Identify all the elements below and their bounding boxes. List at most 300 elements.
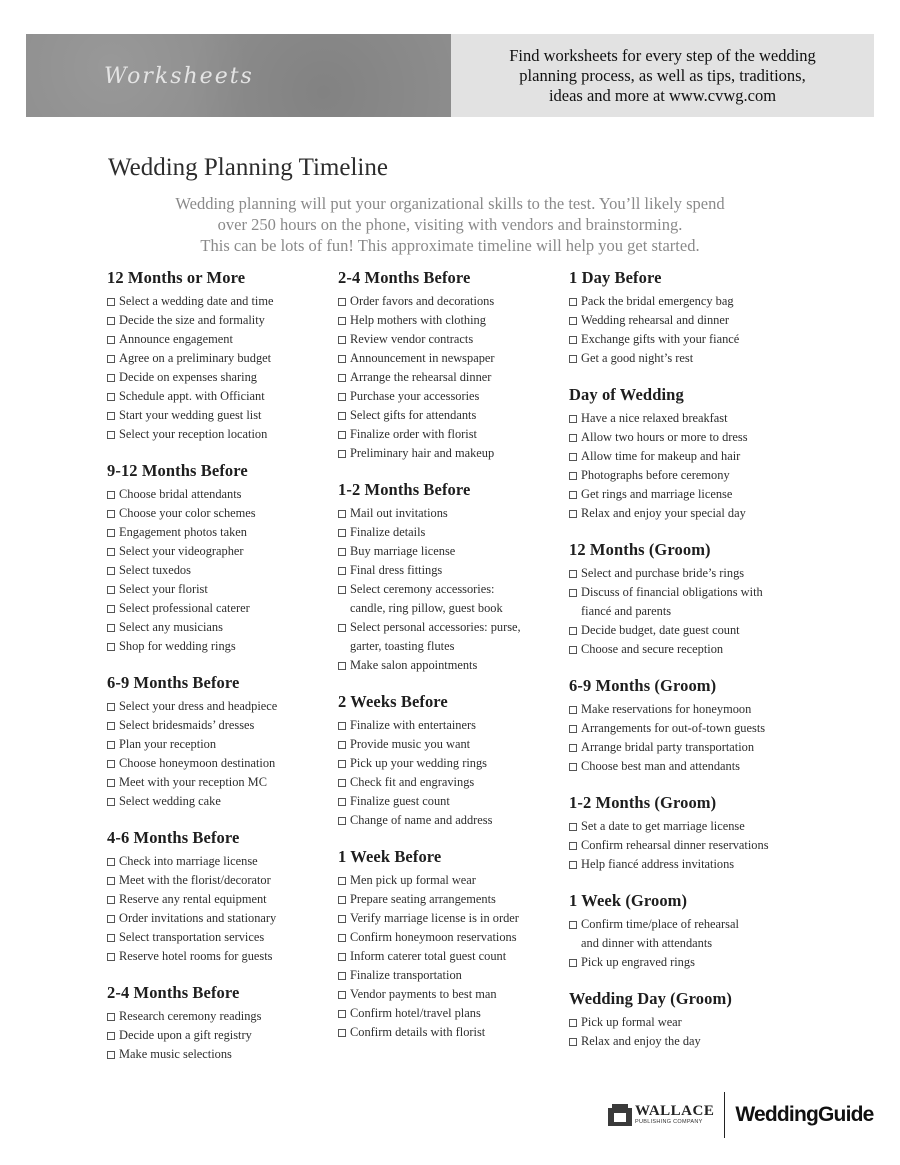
checklist-item <box>107 947 332 966</box>
checkbox-icon <box>338 662 346 670</box>
intro-line: This can be lots of fun! This approximate timeline will help you get started. <box>200 236 700 255</box>
banner-line: Find worksheets for every step of the wedding <box>509 45 816 65</box>
checklist-item <box>569 640 809 659</box>
checklist-item <box>107 504 332 523</box>
checkbox-icon <box>107 741 115 749</box>
checkbox-icon <box>107 722 115 730</box>
checklist-item-text: Set a date to get marriage license <box>581 819 745 833</box>
checklist-item <box>338 349 566 368</box>
checklist-item-text: Select personal accessories: purse, <box>350 620 521 634</box>
banner-texture-panel <box>26 34 451 117</box>
checklist-item <box>569 836 809 855</box>
timeline-section <box>338 692 566 830</box>
checklist-item-text: Research ceremony readings <box>119 1009 262 1023</box>
checklist-item <box>338 406 566 425</box>
checklist-item-text: Change of name and address <box>350 813 493 827</box>
timeline-section <box>338 847 566 1042</box>
timeline-column-3 <box>569 268 809 1068</box>
checklist-item-text: Make music selections <box>119 1047 232 1061</box>
checkbox-icon <box>338 953 346 961</box>
checklist-item-text: Confirm rehearsal dinner reservations <box>581 838 769 852</box>
checkbox-icon <box>569 453 577 461</box>
checklist-item-text: Finalize details <box>350 525 426 539</box>
checklist-item-text: Announcement in newspaper <box>350 351 495 365</box>
checklist-item-text: Final dress fittings <box>350 563 443 577</box>
checklist-item-text: Meet with the florist/decorator <box>119 873 271 887</box>
checkbox-icon <box>569 298 577 306</box>
checkbox-icon <box>107 374 115 382</box>
checklist-item-text: Choose best man and attendants <box>581 759 740 773</box>
checklist-item-text: Select any musicians <box>119 620 223 634</box>
checklist-item <box>107 330 332 349</box>
checkbox-icon <box>107 605 115 613</box>
checklist-item <box>338 542 566 561</box>
footer-logos <box>608 1092 874 1138</box>
checklist-item-text: Announce engagement <box>119 332 233 346</box>
checkbox-icon <box>107 779 115 787</box>
timeline-section <box>569 268 809 368</box>
checklist-item-text: Select wedding cake <box>119 794 221 808</box>
timeline-section <box>107 983 332 1064</box>
checkbox-icon <box>107 1032 115 1040</box>
brand-logo: WeddingGuide <box>735 1103 874 1126</box>
checklist-item <box>338 504 566 523</box>
wallace-logo <box>608 1104 714 1126</box>
checkbox-icon <box>107 896 115 904</box>
checklist-item-text: Select transportation services <box>119 930 265 944</box>
checkbox-icon <box>107 703 115 711</box>
checklist-item-text: Select bridesmaids’ dresses <box>119 718 255 732</box>
checkbox-icon <box>569 725 577 733</box>
checklist-item-text: Vendor payments to best man <box>350 987 497 1001</box>
checklist-item <box>338 947 566 966</box>
checklist-item <box>569 330 809 349</box>
timeline-section <box>569 793 809 874</box>
timeline-section <box>569 540 809 659</box>
checklist-item <box>107 580 332 599</box>
checkbox-icon <box>107 355 115 363</box>
checklist-item <box>569 855 809 874</box>
banner-line: planning process, as well as tips, traditions, <box>519 65 806 85</box>
checkbox-icon <box>338 896 346 904</box>
checklist-item <box>107 523 332 542</box>
section-heading: Day of Wedding <box>569 385 684 404</box>
checklist-item <box>569 311 809 330</box>
checklist-item <box>569 349 809 368</box>
checkbox-icon <box>338 972 346 980</box>
checkbox-icon <box>107 858 115 866</box>
checklist-item-text: Decide on expenses sharing <box>119 370 257 384</box>
checkbox-icon <box>569 959 577 967</box>
checklist-item <box>338 985 566 1004</box>
checklist-item-text: Shop for wedding rings <box>119 639 236 653</box>
checklist-item-text: Agree on a preliminary budget <box>119 351 272 365</box>
checkbox-icon <box>569 646 577 654</box>
checkbox-icon <box>338 317 346 325</box>
checkbox-icon <box>107 412 115 420</box>
checklist-item <box>107 928 332 947</box>
checklist-item <box>338 618 566 656</box>
checklist-item-text: Relax and enjoy your special day <box>581 506 746 520</box>
section-heading: 2-4 Months Before <box>107 983 240 1002</box>
crest-icon <box>608 1104 632 1126</box>
checklist-item <box>107 735 332 754</box>
checklist-item-text: Photographs before ceremony <box>581 468 730 482</box>
checklist-item-text: Select your reception location <box>119 427 268 441</box>
checklist-item <box>338 330 566 349</box>
checklist-item-text: Men pick up formal wear <box>350 873 476 887</box>
checklist-item-text: Verify marriage license is in order <box>350 911 519 925</box>
timeline-section <box>107 673 332 811</box>
intro-paragraph <box>100 193 800 256</box>
banner-info-panel <box>451 34 874 117</box>
checklist-item <box>569 719 809 738</box>
checklist-item-text: Arrangements for out-of-town guests <box>581 721 766 735</box>
header-banner <box>26 34 874 117</box>
checklist-item <box>338 425 566 444</box>
checklist-item-text: Choose bridal attendants <box>119 487 242 501</box>
checklist-item <box>569 1013 809 1032</box>
checklist-item <box>107 485 332 504</box>
checklist-item-text: Exchange gifts with your fiancé <box>581 332 740 346</box>
checkbox-icon <box>338 1010 346 1018</box>
checklist-item <box>338 773 566 792</box>
checkbox-icon <box>338 298 346 306</box>
section-heading: 2 Weeks Before <box>338 692 448 711</box>
checkbox-icon <box>107 643 115 651</box>
checkbox-icon <box>338 624 346 632</box>
checklist-item <box>107 387 332 406</box>
checklist-item <box>338 928 566 947</box>
checklist-item <box>569 738 809 757</box>
checklist-item <box>107 637 332 656</box>
checklist-item <box>107 368 332 387</box>
checklist-item-text: Make salon appointments <box>350 658 478 672</box>
checklist-item <box>107 618 332 637</box>
checkbox-icon <box>107 548 115 556</box>
checklist-item <box>569 292 809 311</box>
checklist-item-text: Discuss of financial obligations with <box>581 585 763 599</box>
checklist-item <box>107 890 332 909</box>
checkbox-icon <box>338 548 346 556</box>
checklist-item <box>338 754 566 773</box>
checkbox-icon <box>338 722 346 730</box>
checklist-item-text: Provide music you want <box>350 737 471 751</box>
checklist-item-text: Preliminary hair and makeup <box>350 446 495 460</box>
checkbox-icon <box>338 374 346 382</box>
checklist-item-text: Help mothers with clothing <box>350 313 486 327</box>
checkbox-icon <box>569 706 577 714</box>
checkbox-icon <box>107 567 115 575</box>
checklist-item-text: Confirm hotel/travel plans <box>350 1006 481 1020</box>
checkbox-icon <box>569 415 577 423</box>
checklist-item <box>107 542 332 561</box>
checkbox-icon <box>107 491 115 499</box>
intro-line: Wedding planning will put your organizational skills to the test. You’ll likely spend <box>175 194 725 213</box>
checkbox-icon <box>107 317 115 325</box>
checkbox-icon <box>107 298 115 306</box>
section-heading: 6-9 Months (Groom) <box>569 676 717 695</box>
checklist-item <box>569 428 809 447</box>
checklist-item-text: Decide the size and formality <box>119 313 265 327</box>
timeline-section <box>569 891 809 972</box>
checkbox-icon <box>569 763 577 771</box>
checklist-item <box>338 716 566 735</box>
checkbox-icon <box>569 921 577 929</box>
checklist-item-text: Engagement photos taken <box>119 525 248 539</box>
checklist-item <box>107 773 332 792</box>
checkbox-icon <box>338 798 346 806</box>
checklist-item <box>107 406 332 425</box>
checklist-item <box>338 292 566 311</box>
checklist-item <box>338 871 566 890</box>
section-heading: 1-2 Months Before <box>338 480 471 499</box>
section-heading: 12 Months (Groom) <box>569 540 711 559</box>
checkbox-icon <box>338 355 346 363</box>
checkbox-icon <box>338 393 346 401</box>
section-heading: 1 Week (Groom) <box>569 891 688 910</box>
checklist-item-text: Check into marriage license <box>119 854 258 868</box>
checkbox-icon <box>569 744 577 752</box>
checkbox-icon <box>338 529 346 537</box>
section-heading: 9-12 Months Before <box>107 461 248 480</box>
timeline-section <box>107 828 332 966</box>
checklist-item-text: Wedding rehearsal and dinner <box>581 313 729 327</box>
checkbox-icon <box>569 317 577 325</box>
checkbox-icon <box>569 434 577 442</box>
checklist-item <box>107 599 332 618</box>
checklist-item <box>338 909 566 928</box>
checklist-item <box>107 852 332 871</box>
checklist-item-text: Select your dress and headpiece <box>119 699 278 713</box>
checklist-item <box>107 871 332 890</box>
section-heading: 6-9 Months Before <box>107 673 240 692</box>
banner-text <box>509 46 816 106</box>
checklist-item-text: Select and purchase bride’s rings <box>581 566 745 580</box>
checklist-item <box>569 1032 809 1051</box>
checklist-item <box>107 716 332 735</box>
intro-line: over 250 hours on the phone, visiting with vendors and brainstorming. <box>217 215 683 234</box>
checklist-item <box>338 811 566 830</box>
timeline-section <box>569 989 809 1051</box>
checklist-item <box>107 425 332 444</box>
checkbox-icon <box>569 842 577 850</box>
section-heading: Wedding Day (Groom) <box>569 989 732 1008</box>
checklist-item <box>569 700 809 719</box>
checklist-item <box>569 409 809 428</box>
checklist-item-text: Allow time for makeup and hair <box>581 449 741 463</box>
checklist-item <box>107 1045 332 1064</box>
checklist-item <box>107 792 332 811</box>
checklist-item-text: Order favors and decorations <box>350 294 495 308</box>
checklist-item-text: Decide budget, date guest count <box>581 623 740 637</box>
checkbox-icon <box>107 1051 115 1059</box>
checkbox-icon <box>338 510 346 518</box>
checkbox-icon <box>569 510 577 518</box>
checklist-item <box>107 311 332 330</box>
checklist-item-text: fiancé and parents <box>581 604 672 618</box>
checklist-item <box>107 754 332 773</box>
checklist-item-text: Inform caterer total guest count <box>350 949 507 963</box>
checkbox-icon <box>569 1019 577 1027</box>
checklist-item-text: Confirm time/place of rehearsal <box>581 917 739 931</box>
checklist-item <box>107 292 332 311</box>
checklist-item-text: Select professional caterer <box>119 601 250 615</box>
checklist-item-text: Finalize order with florist <box>350 427 477 441</box>
checklist-item-text: Reserve any rental equipment <box>119 892 267 906</box>
checklist-item-text: Arrange bridal party transportation <box>581 740 755 754</box>
checklist-item-text: Arrange the rehearsal dinner <box>350 370 492 384</box>
checklist-item-text: Select tuxedos <box>119 563 191 577</box>
checklist-item-text: Purchase your accessories <box>350 389 480 403</box>
checklist-item-text: Mail out invitations <box>350 506 448 520</box>
checklist-item <box>338 311 566 330</box>
section-heading: 1 Week Before <box>338 847 442 866</box>
logo-divider <box>724 1092 725 1138</box>
checkbox-icon <box>569 336 577 344</box>
checklist-item-text: Select gifts for attendants <box>350 408 477 422</box>
checklist-item <box>569 621 809 640</box>
checklist-item-text: Select ceremony accessories: <box>350 582 495 596</box>
timeline-section <box>338 480 566 675</box>
checklist-item <box>569 953 809 972</box>
checkbox-icon <box>569 589 577 597</box>
checklist-item-text: Confirm honeymoon reservations <box>350 930 517 944</box>
checklist-item <box>569 447 809 466</box>
checklist-item-text: Choose honeymoon destination <box>119 756 276 770</box>
checkbox-icon <box>338 431 346 439</box>
checklist-item <box>107 1007 332 1026</box>
checklist-item-text: Start your wedding guest list <box>119 408 262 422</box>
section-heading: 4-6 Months Before <box>107 828 240 847</box>
checklist-item-text: Select your florist <box>119 582 208 596</box>
checklist-item-text: Get a good night’s rest <box>581 351 694 365</box>
checklist-item-text: Meet with your reception MC <box>119 775 267 789</box>
checkbox-icon <box>338 567 346 575</box>
checkbox-icon <box>107 760 115 768</box>
checklist-item <box>569 504 809 523</box>
checkbox-icon <box>569 861 577 869</box>
checklist-item <box>107 697 332 716</box>
checklist-item-text: Check fit and engravings <box>350 775 475 789</box>
checkbox-icon <box>569 1038 577 1046</box>
checklist-item <box>569 583 809 621</box>
checklist-item-text: and dinner with attendants <box>581 936 713 950</box>
checklist-item <box>338 387 566 406</box>
checkbox-icon <box>569 491 577 499</box>
checkbox-icon <box>107 915 115 923</box>
checkbox-icon <box>569 627 577 635</box>
checkbox-icon <box>107 798 115 806</box>
checklist-item <box>338 561 566 580</box>
checklist-item-text: Schedule appt. with Officiant <box>119 389 265 403</box>
checkbox-icon <box>569 570 577 578</box>
checkbox-icon <box>338 877 346 885</box>
checklist-item-text: Pick up your wedding rings <box>350 756 487 770</box>
banner-line: ideas and more at www.cvwg.com <box>548 85 777 105</box>
page-title: Wedding Planning Timeline <box>108 154 388 181</box>
checklist-item-text: Confirm details with florist <box>350 1025 486 1039</box>
checklist-item <box>338 792 566 811</box>
checklist-item-text: Pick up engraved rings <box>581 955 695 969</box>
checkbox-icon <box>107 1013 115 1021</box>
checklist-item-text: candle, ring pillow, guest book <box>350 601 503 615</box>
checklist-item <box>338 890 566 909</box>
publisher-name: WALLACE <box>635 1103 715 1119</box>
checkbox-icon <box>338 817 346 825</box>
checkbox-icon <box>107 529 115 537</box>
checklist-item <box>107 1026 332 1045</box>
checklist-item-text: Plan your reception <box>119 737 217 751</box>
checklist-item-text: Finalize guest count <box>350 794 450 808</box>
checklist-item <box>569 915 809 953</box>
checklist-item-text: Relax and enjoy the day <box>581 1034 701 1048</box>
checkbox-icon <box>338 1029 346 1037</box>
checklist-item <box>338 966 566 985</box>
checklist-item-text: Get rings and marriage license <box>581 487 733 501</box>
timeline-section <box>107 268 332 444</box>
checklist-item-text: Pick up formal wear <box>581 1015 682 1029</box>
checkbox-icon <box>107 336 115 344</box>
timeline-section <box>569 676 809 776</box>
checklist-item <box>338 444 566 463</box>
timeline-column-1 <box>107 268 332 1081</box>
checkbox-icon <box>338 741 346 749</box>
checklist-item <box>107 561 332 580</box>
checklist-item-text: Finalize transportation <box>350 968 462 982</box>
timeline-section <box>338 268 566 463</box>
checkbox-icon <box>569 823 577 831</box>
checklist-item-text: Allow two hours or more to dress <box>581 430 748 444</box>
checkbox-icon <box>107 431 115 439</box>
checklist-item <box>338 368 566 387</box>
checklist-item <box>569 485 809 504</box>
checkbox-icon <box>569 355 577 363</box>
checklist-item-text: Choose your color schemes <box>119 506 256 520</box>
checklist-item-text: Prepare seating arrangements <box>350 892 496 906</box>
checklist-item-text: Make reservations for honeymoon <box>581 702 752 716</box>
checklist-item <box>338 1023 566 1042</box>
checklist-item <box>338 656 566 675</box>
checkbox-icon <box>107 624 115 632</box>
checkbox-icon <box>338 915 346 923</box>
checklist-item-text: Choose and secure reception <box>581 642 724 656</box>
checklist-item-text: Select a wedding date and time <box>119 294 274 308</box>
checkbox-icon <box>338 586 346 594</box>
checkbox-icon <box>338 336 346 344</box>
checklist-item <box>107 349 332 368</box>
checkbox-icon <box>338 760 346 768</box>
checklist-item <box>569 466 809 485</box>
checklist-item <box>569 817 809 836</box>
checkbox-icon <box>107 953 115 961</box>
checklist-item <box>338 523 566 542</box>
timeline-column-2 <box>338 268 566 1059</box>
section-heading: 12 Months or More <box>107 268 246 287</box>
checklist-item-text: Finalize with entertainers <box>350 718 476 732</box>
checkbox-icon <box>107 393 115 401</box>
checkbox-icon <box>107 586 115 594</box>
checklist-item-text: garter, toasting flutes <box>350 639 455 653</box>
checklist-item <box>338 580 566 618</box>
timeline-section <box>569 385 809 523</box>
checkbox-icon <box>338 450 346 458</box>
checklist-item-text: Decide upon a gift registry <box>119 1028 252 1042</box>
checkbox-icon <box>338 934 346 942</box>
publisher-subtitle: PUBLISHING COMPANY <box>635 1119 703 1125</box>
checklist-item-text: Have a nice relaxed breakfast <box>581 411 728 425</box>
checkbox-icon <box>338 991 346 999</box>
